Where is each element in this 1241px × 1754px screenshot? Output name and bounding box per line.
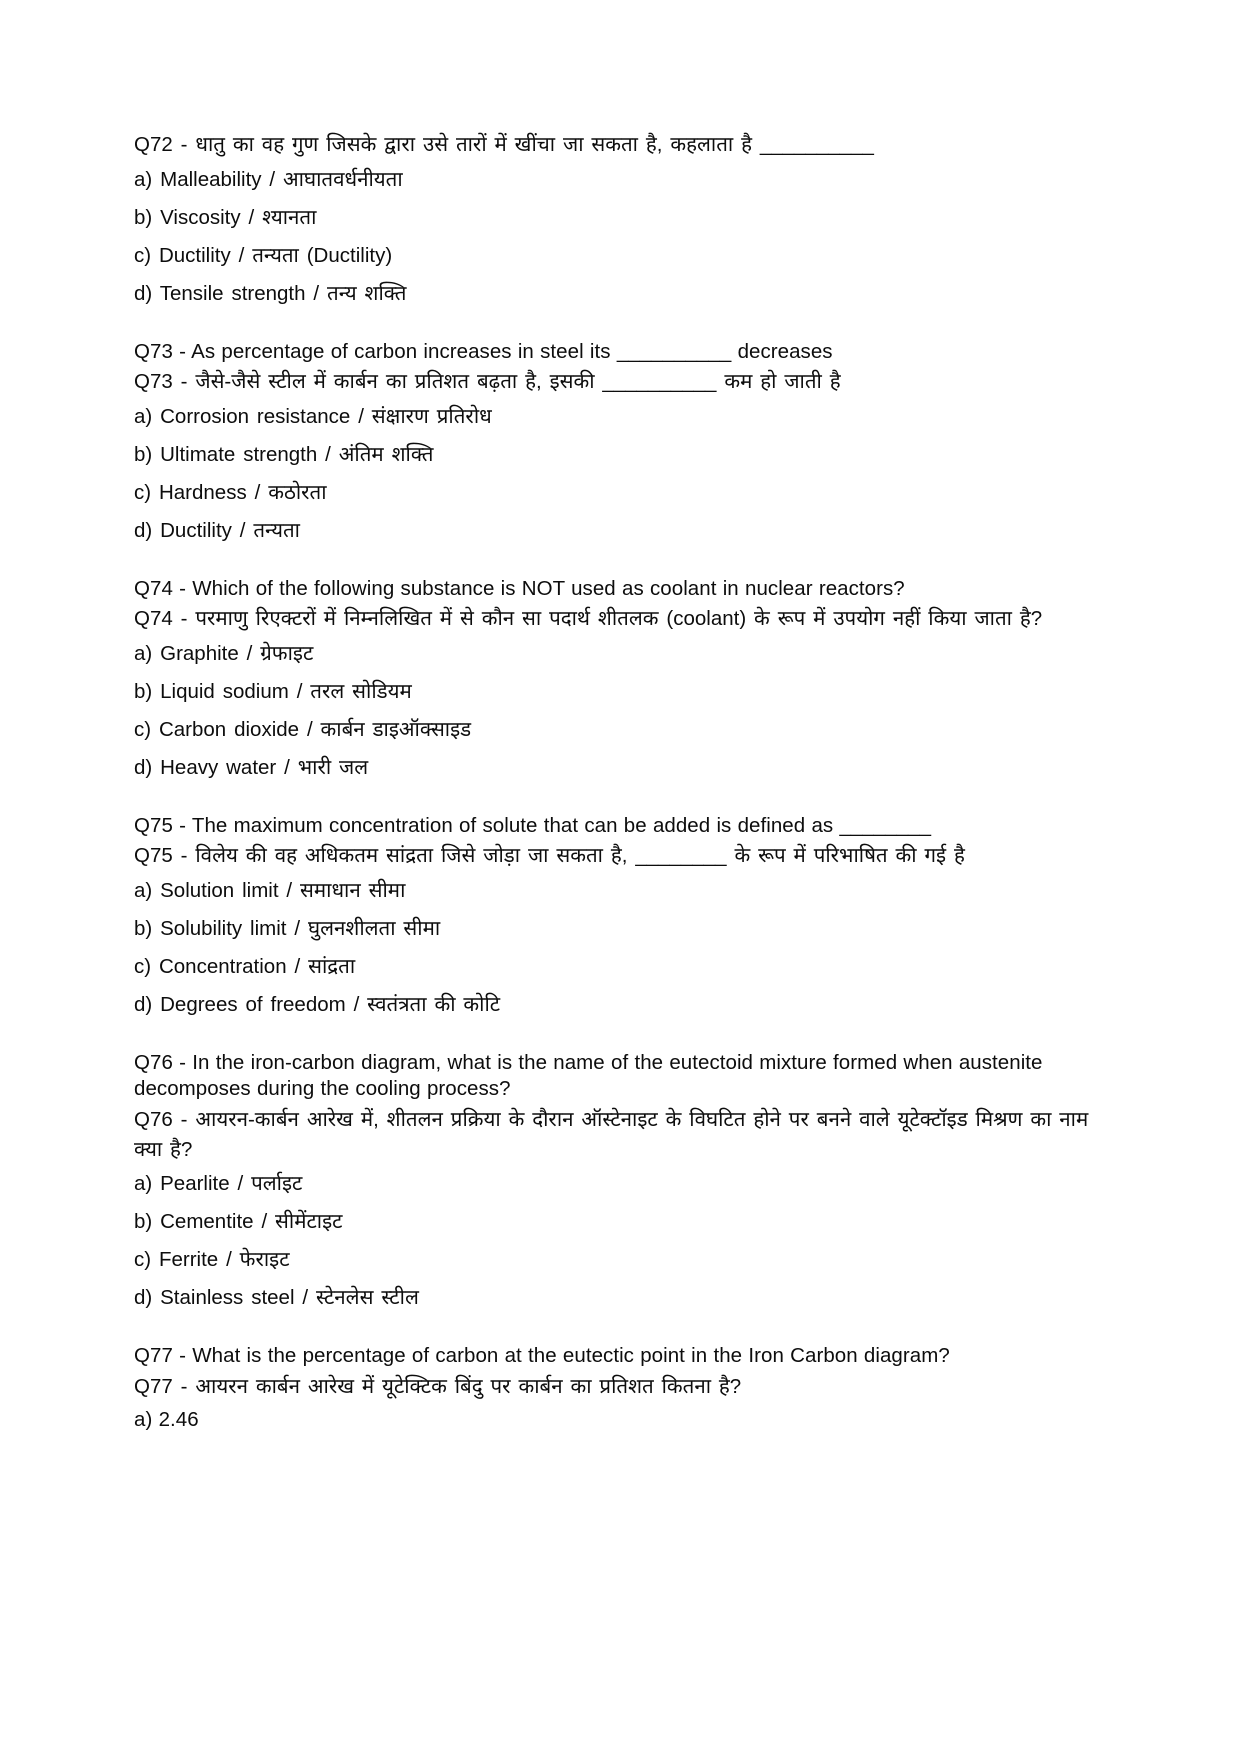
- option-c[interactable]: c) Carbon dioxide / कार्बन डाइऑक्साइड: [134, 717, 472, 741]
- option-c[interactable]: c) Ductility / तन्यता (Ductility): [134, 243, 393, 267]
- option-d[interactable]: d) Degrees of freedom / स्वतंत्रता की कोटि: [134, 992, 501, 1016]
- option-a[interactable]: a) Pearlite / पर्लाइट: [134, 1172, 303, 1196]
- option-d[interactable]: d) Heavy water / भारी जल: [134, 755, 369, 779]
- option-a[interactable]: a) Graphite / ग्रेफाइट: [134, 642, 314, 666]
- question-stem-hindi: Q72 - धातु का वह गुण जिसके द्वारा उसे तारों में खींचा जा सकता है, कहलाता है __________: [134, 133, 874, 156]
- option-a[interactable]: a) 2.46: [134, 1407, 199, 1431]
- option-a[interactable]: a) Corrosion resistance / संक्षारण प्रतिरोध: [134, 404, 492, 428]
- question-stem-hindi: Q77 - आयरन कार्बन आरेख में यूटेक्टिक बिंदु पर कार्बन का प्रतिशत कितना है?: [134, 1374, 742, 1398]
- question-stem-english: Q73 - As percentage of carbon increases in steel its __________ decreases: [134, 339, 833, 363]
- option-c[interactable]: c) Hardness / कठोरता: [134, 480, 327, 504]
- option-c[interactable]: c) Ferrite / फेराइट: [134, 1248, 290, 1272]
- question-stem-hindi: Q74 - परमाणु रिएक्टरों में निम्नलिखित में से कौन सा पदार्थ शीतलक (coolant) के रूप में उपयोग नहीं किया जाता है?: [134, 607, 1043, 631]
- question-stem-hindi: Q73 - जैसे-जैसे स्टील में कार्बन का प्रतिशत बढ़ता है, इसकी __________ कम हो जाती है: [134, 370, 841, 394]
- option-a[interactable]: a) Malleability / आघातवर्धनीयता: [134, 167, 403, 191]
- question-block-q76: [134, 1050, 1109, 1313]
- option-b[interactable]: b) Solubility limit / घुलनशीलता सीमा: [134, 916, 441, 940]
- option-b[interactable]: b) Viscosity / श्यानता: [134, 205, 317, 229]
- option-a[interactable]: a) Solution limit / समाधान सीमा: [134, 879, 406, 903]
- question-stem-hindi: Q76 - आयरन-कार्बन आरेख में, शीतलन प्रक्रिया के दौरान ऑस्टेनाइट के विघटित होने पर बनने वाले यूटेक्टॉइड मिश्रण का नाम क्या है?: [134, 1107, 1089, 1161]
- option-b[interactable]: b) Ultimate strength / अंतिम शक्ति: [134, 442, 434, 466]
- question-stem-english: Q76 - In the iron-carbon diagram, what is the name of the eutectoid mixture formed when austenite decomposes during the cooling process?: [134, 1050, 1043, 1101]
- option-d[interactable]: d) Stainless steel / स्टेनलेस स्टील: [134, 1286, 419, 1310]
- question-stem-english: Q75 - The maximum concentration of solute that can be added is defined as ________: [134, 813, 932, 837]
- question-block-q75: [134, 813, 1109, 1020]
- option-b[interactable]: b) Cementite / सीमेंटाइट: [134, 1210, 343, 1234]
- option-c[interactable]: c) Concentration / सांद्रता: [134, 954, 356, 978]
- question-block-q74: [134, 576, 1109, 783]
- question-block-q73: [134, 339, 1109, 546]
- question-stem-english: Q77 - What is the percentage of carbon at the eutectic point in the Iron Carbon diagram?: [134, 1344, 950, 1368]
- question-list: [134, 130, 1109, 1433]
- option-b[interactable]: b) Liquid sodium / तरल सोडियम: [134, 679, 412, 703]
- option-d[interactable]: d) Ductility / तन्यता: [134, 518, 300, 542]
- question-block-q72: [134, 130, 1109, 309]
- question-block-q77: [134, 1343, 1109, 1433]
- question-stem-english: Q74 - Which of the following substance is NOT used as coolant in nuclear reactors?: [134, 576, 905, 600]
- question-stem-hindi: Q75 - विलेय की वह अधिकतम सांद्रता जिसे जोड़ा जा सकता है, ________ के रूप में परिभाषित की गई है: [134, 844, 965, 868]
- option-d[interactable]: d) Tensile strength / तन्य शक्ति: [134, 281, 407, 305]
